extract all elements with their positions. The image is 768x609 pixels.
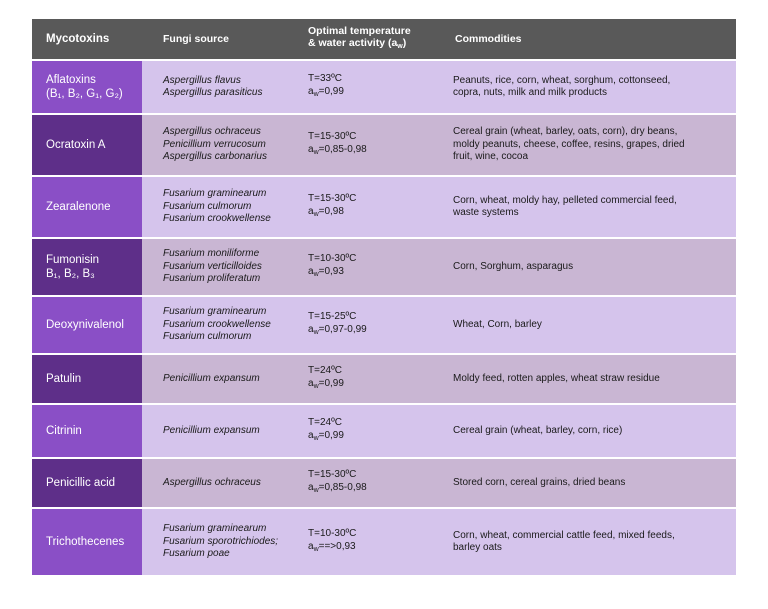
commodity-line: barley oats (453, 542, 502, 553)
fungus-name: Penicillium expansum (163, 424, 260, 436)
water-activity-value: $a_w=0,85-0,98$ (308, 481, 367, 494)
commodity-line: Cereal grain (wheat, barley, corn, rice) (453, 424, 623, 436)
optimal-conditions-cell (303, 459, 446, 507)
mycotoxin-name-line: Aflatoxins (46, 74, 96, 86)
temperature-value: T=24ºC (308, 417, 342, 428)
temperature-value: T=15-25ºC (308, 311, 357, 322)
optimal-conditions-cell (303, 177, 446, 237)
fungus-name: Fusarium proliferatum (163, 273, 261, 285)
water-activity-value: $a_w=0,98$ (308, 205, 344, 218)
water-activity-subscript: w (313, 270, 319, 278)
commodities-cell (446, 61, 736, 113)
fungus-name: Fusarium culmorum (163, 331, 252, 343)
table-row (32, 239, 736, 295)
water-activity-subscript: w (313, 434, 319, 442)
table-row (32, 297, 736, 353)
temperature-value: T=33ºC (308, 73, 342, 84)
mycotoxin-name-line: (B₁, B₂, G₁, G₂) (46, 88, 123, 100)
commodities-cell (446, 405, 736, 457)
fungus-name: Fusarium crookwellense (163, 318, 271, 330)
fungus-name: Fusarium verticilloides (163, 260, 262, 272)
mycotoxin-name-cell (32, 115, 142, 175)
header-mycotoxins-label: Mycotoxins (46, 32, 110, 45)
water-activity-value: $a_w=0,99$ (308, 85, 344, 98)
commodities-cell (446, 239, 736, 295)
mycotoxin-table (32, 19, 736, 575)
commodities-cell (446, 509, 736, 575)
water-activity-number: ==>0,93 (318, 540, 356, 552)
header-optimal-close: ) (402, 37, 407, 49)
header-optimal-conditions (303, 19, 446, 59)
fungus-name: Penicillium verrucosum (163, 138, 266, 150)
water-activity-number: =0,99 (318, 377, 344, 389)
fungus-name: Fusarium moniliforme (163, 248, 260, 260)
optimal-conditions-cell (303, 405, 446, 457)
water-activity-value: $a_w=0,85-0,98$ (308, 143, 367, 156)
optimal-conditions-cell (303, 239, 446, 295)
table-header (32, 19, 736, 59)
water-activity-subscript: w (313, 545, 319, 553)
fungus-name: Aspergillus carbonarius (163, 151, 267, 163)
fungi-source-cell (142, 239, 303, 295)
commodities-cell (446, 459, 736, 507)
fungus-name: Fusarium culmorum (163, 200, 252, 212)
water-activity-value: $a_w=0,99$ (308, 429, 344, 442)
water-activity-subscript: w (313, 328, 319, 336)
mycotoxin-name-cell (32, 405, 142, 457)
header-optimal-line2-wrap (308, 37, 446, 54)
mycotoxin-name-line: Zearalenone (46, 201, 111, 213)
table-row (32, 115, 736, 175)
temperature-value: T=15-30ºC (308, 469, 357, 480)
mycotoxin-name-line: Citrinin (46, 425, 82, 437)
fungus-name: Fusarium poae (163, 548, 230, 560)
table-row (32, 509, 736, 575)
water-activity-value: $a_w==>0,93$ (308, 540, 356, 553)
optimal-conditions-cell (303, 297, 446, 353)
mycotoxin-name-cell (32, 459, 142, 507)
water-activity-value: $a_w=0,99$ (308, 377, 344, 390)
mycotoxin-name-line: Fumonisin (46, 254, 100, 266)
optimal-conditions-cell (303, 509, 446, 575)
mycotoxin-name-line: Penicillic acid (46, 477, 116, 489)
header-optimal-line2: & water activity (a (308, 37, 398, 49)
table-row (32, 405, 736, 457)
mycotoxin-name-cell (32, 239, 142, 295)
fungi-source-cell (142, 405, 303, 457)
header-commodities (446, 19, 736, 59)
water-activity-number: =0,93 (318, 265, 344, 277)
mycotoxin-name-cell (32, 297, 142, 353)
fungi-source-cell (142, 509, 303, 575)
commodity-line: Corn, wheat, moldy hay, pelleted commercial feed, (453, 194, 677, 206)
fungus-name: Penicillium expansum (163, 372, 260, 384)
table-row (32, 61, 736, 113)
commodities-cell (446, 355, 736, 403)
temperature-value: T=15-30ºC (308, 193, 357, 204)
mycotoxin-name-line: Patulin (46, 373, 82, 385)
water-activity-number: =0,99 (318, 85, 344, 97)
water-activity-subscript: w (313, 486, 319, 494)
commodity-line: Corn, Sorghum, asparagus (453, 260, 574, 272)
optimal-conditions-cell (303, 115, 446, 175)
table-row (32, 355, 736, 403)
fungus-name: Aspergillus flavus (163, 74, 241, 86)
water-activity-number: =0,99 (318, 429, 344, 441)
commodity-line: waste systems (453, 207, 519, 218)
optimal-conditions-cell (303, 355, 446, 403)
fungi-source-cell (142, 61, 303, 113)
fungi-source-cell (142, 459, 303, 507)
fungus-name: Fusarium graminearum (163, 523, 267, 535)
water-activity-value: $a_w=0,93$ (308, 265, 344, 278)
fungi-source-cell (142, 115, 303, 175)
water-activity-subscript: w (313, 90, 319, 98)
commodity-line: moldy peanuts, cheese, coffee, resins, grapes, dried (453, 138, 685, 150)
commodities-cell (446, 115, 736, 175)
commodity-line: Wheat, Corn, barley (453, 318, 542, 330)
table-row (32, 459, 736, 507)
fungus-name: Aspergillus parasiticus (163, 87, 263, 98)
mycotoxin-name-cell (32, 61, 142, 113)
optimal-conditions-cell (303, 61, 446, 113)
commodity-line: Cereal grain (wheat, barley, oats, corn), dry beans, (453, 126, 678, 138)
mycotoxin-name-line: B₁, B₂, B₃ (46, 268, 95, 280)
water-activity-number: =0,97-0,99 (318, 323, 367, 335)
temperature-value: T=24ºC (308, 365, 342, 376)
commodities-cell (446, 177, 736, 237)
header-fungi-source-label: Fungi source (163, 32, 229, 45)
fungi-source-cell (142, 355, 303, 403)
fungus-name: Aspergillus ochraceus (163, 126, 261, 138)
header-optimal-line1: Optimal temperature (308, 24, 411, 37)
water-activity-number: =0,98 (318, 205, 344, 217)
temperature-value: T=10-30ºC (308, 528, 357, 539)
mycotoxin-name-cell (32, 177, 142, 237)
mycotoxin-name-cell (32, 509, 142, 575)
temperature-value: T=10-30ºC (308, 253, 357, 264)
fungus-name: Fusarium graminearum (163, 188, 267, 200)
water-activity-subscript: w (313, 148, 319, 156)
mycotoxin-name-cell (32, 355, 142, 403)
header-mycotoxins (32, 19, 142, 59)
commodity-line: Peanuts, rice, corn, wheat, sorghum, cottonseed, (453, 74, 671, 86)
water-activity-subscript: w (313, 382, 319, 390)
fungus-name: Fusarium sporotrichiodes; (163, 535, 279, 547)
fungi-source-cell (142, 177, 303, 237)
temperature-value: T=15-30ºC (308, 131, 357, 142)
header-commodities-label: Commodities (455, 32, 522, 45)
water-activity-number: =0,85-0,98 (318, 481, 367, 493)
mycotoxin-name-line: Deoxynivalenol (46, 319, 124, 331)
commodity-line: Moldy feed, rotten apples, wheat straw residue (453, 372, 660, 384)
commodities-cell (446, 297, 736, 353)
commodity-line: fruit, wine, cocoa (453, 151, 529, 163)
commodity-line: Stored corn, cereal grains, dried beans (453, 476, 626, 488)
header-fungi-source (142, 19, 303, 59)
commodity-line: Corn, wheat, commercial cattle feed, mixed feeds, (453, 529, 675, 541)
commodity-line: copra, nuts, milk and milk products (453, 87, 607, 98)
fungi-source-cell (142, 297, 303, 353)
mycotoxin-name-line: Trichothecenes (46, 536, 125, 548)
fungus-name: Aspergillus ochraceus (163, 476, 261, 488)
fungus-name: Fusarium crookwellense (163, 213, 271, 225)
water-activity-number: =0,85-0,98 (318, 143, 367, 155)
mycotoxin-name-line: Ocratoxin A (46, 139, 106, 151)
header-optimal-subscript: w (397, 43, 403, 50)
water-activity-value: $a_w=0,97-0,99$ (308, 323, 367, 336)
fungus-name: Fusarium graminearum (163, 306, 267, 318)
table-row (32, 177, 736, 237)
water-activity-subscript: w (313, 210, 319, 218)
